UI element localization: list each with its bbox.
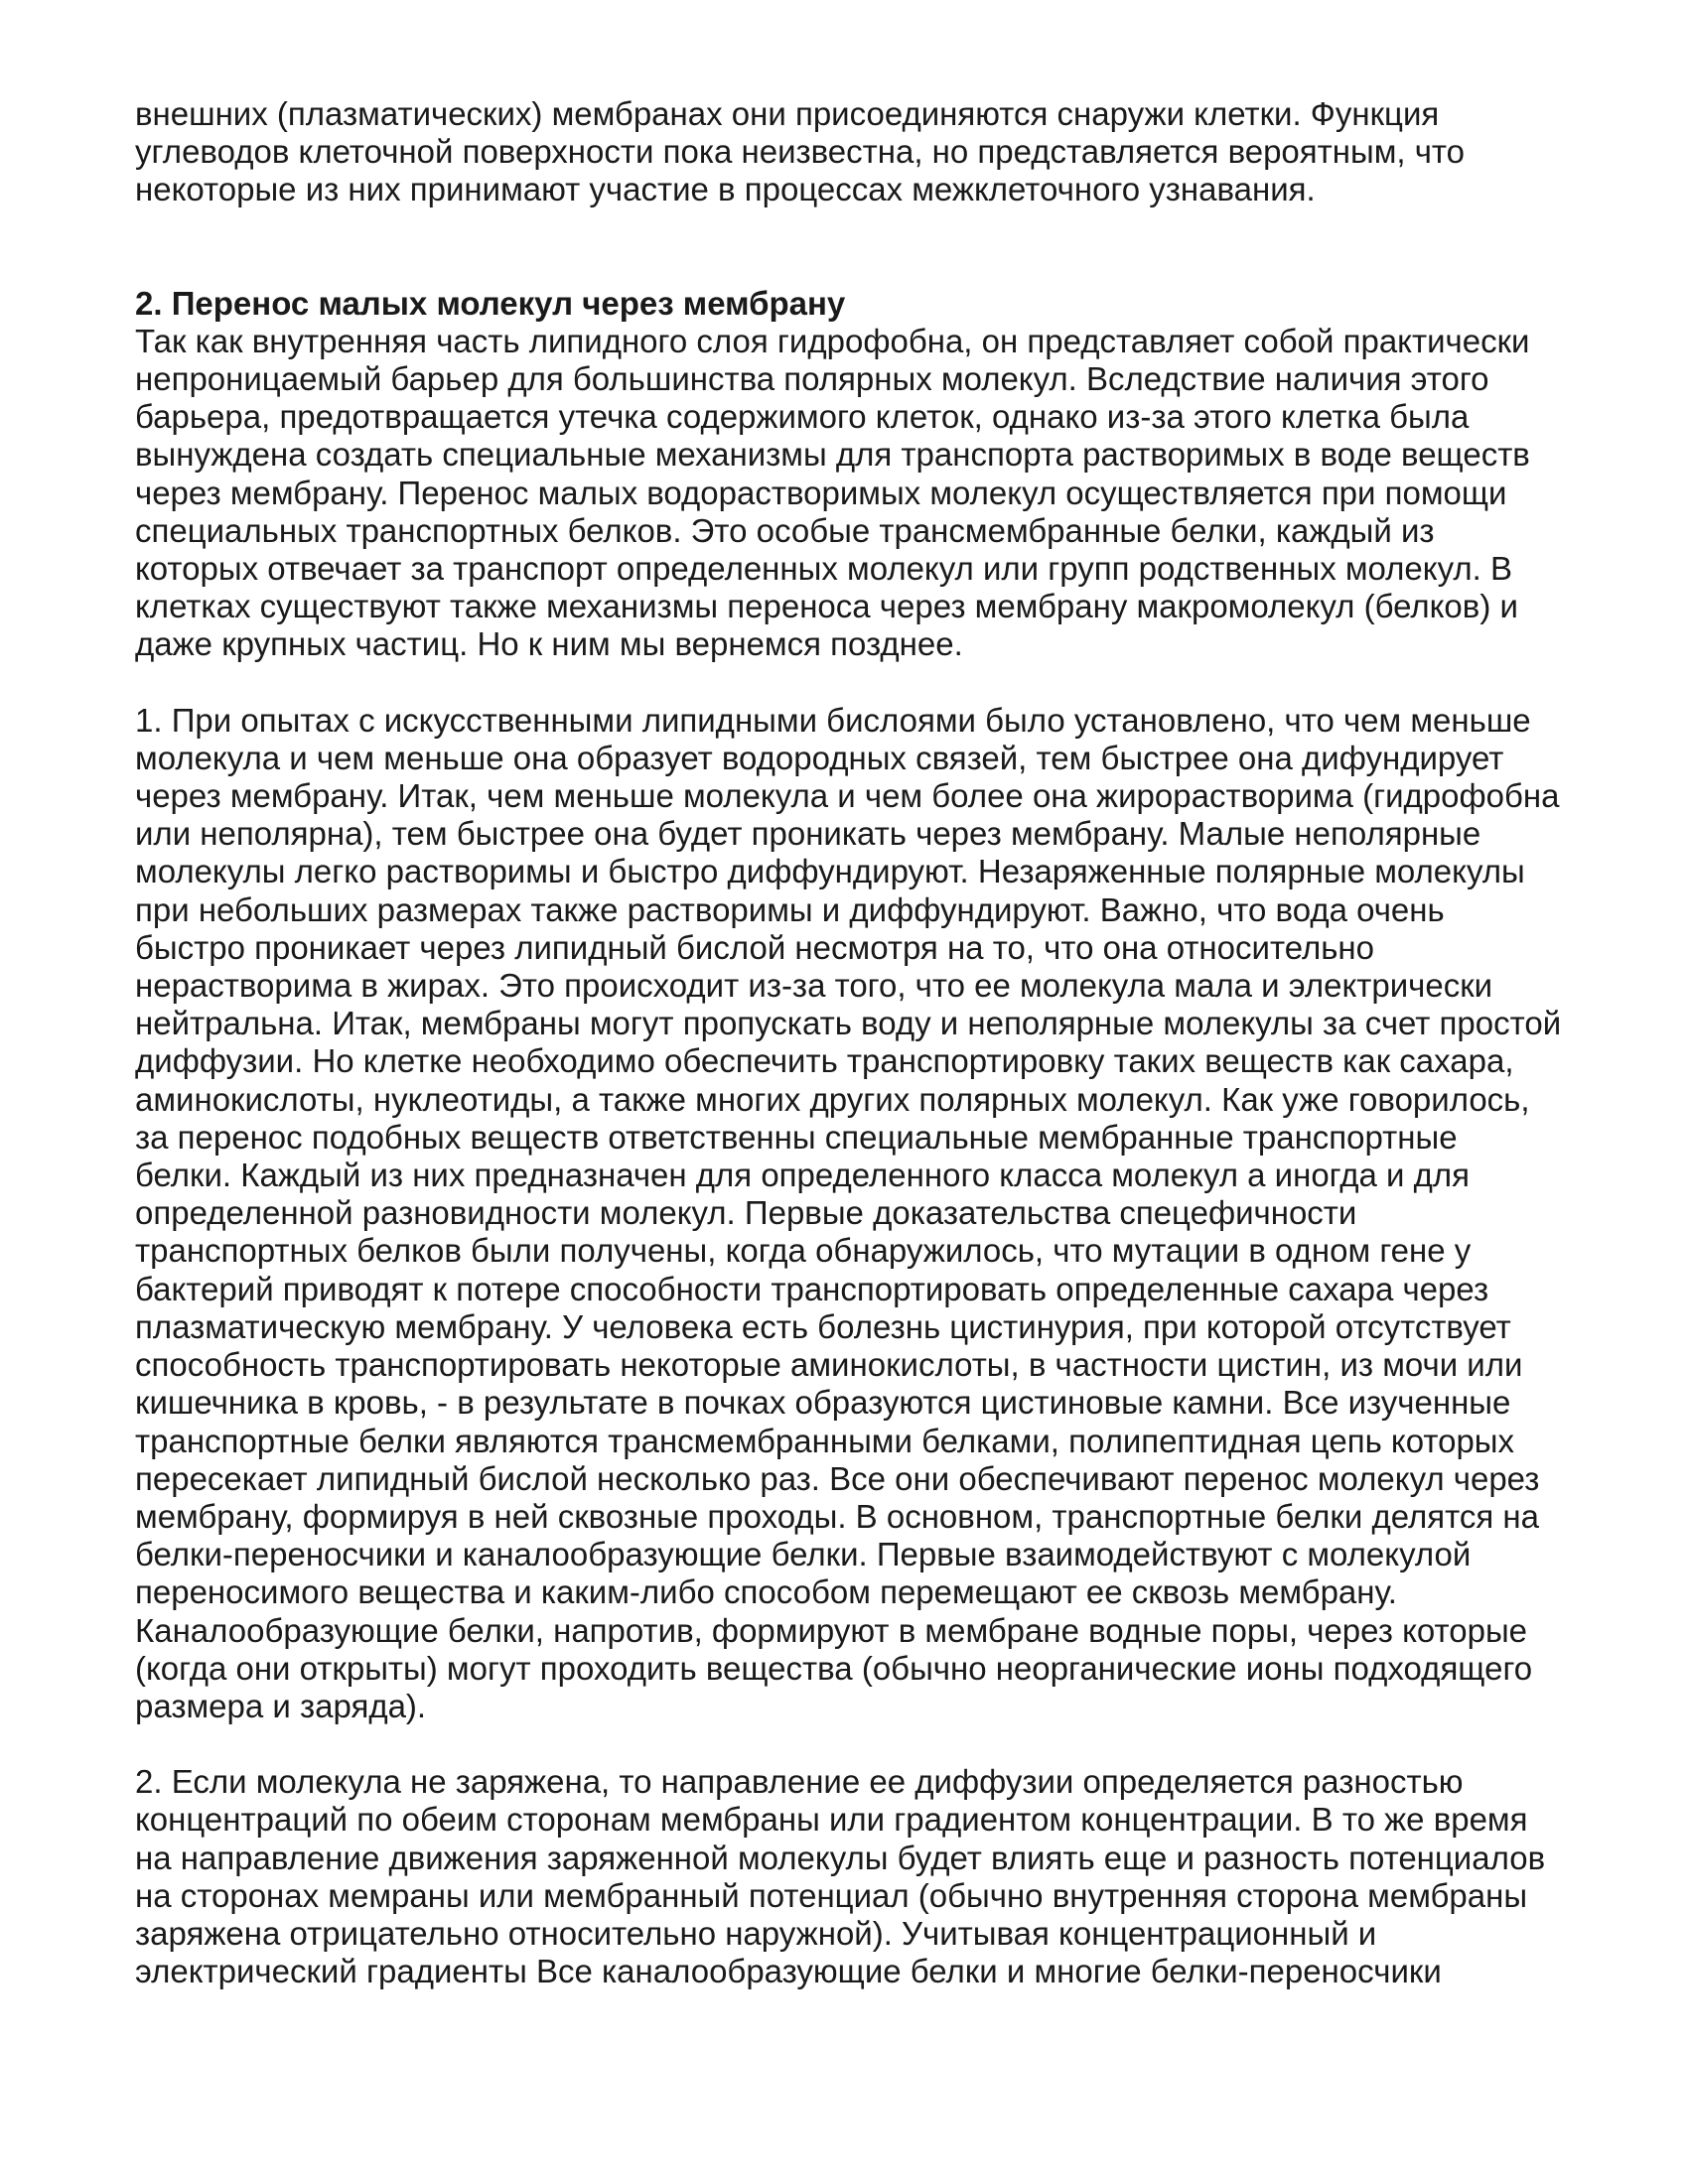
text-line: транспортные белки являются трансмембранными белками, полипептидная цепь которых — [135, 1422, 1515, 1459]
text-line: электрический градиенты Все каналообразующие белки и многие белки-переносчики — [135, 1953, 1442, 1990]
text-line: определенной разновидности молекул. Первые доказательства спецефичности — [135, 1194, 1357, 1232]
point-1-paragraph — [135, 702, 1587, 1725]
text-line: через мембрану. Перенос малых водорастворимых молекул осуществляется при помощи — [135, 474, 1507, 511]
text-line: концентраций по обеим сторонам мембраны или градиентом концентрации. В то же время — [135, 1801, 1528, 1839]
text-line: на сторонах мемраны или мембранный потенциал (обычно внутренняя сторона мембраны — [135, 1876, 1528, 1914]
text-line: специальных транспортных белков. Это особые трансмембранные белки, каждый из — [135, 511, 1435, 549]
text-line: (когда они открыты) могут проходить вещества (обычно неорганические ионы подходящего — [135, 1649, 1533, 1687]
text-line: при небольших размерах также растворимы и диффундируют. Важно, что вода очень — [135, 890, 1445, 928]
section-intro-paragraph — [135, 323, 1587, 664]
text-line: бактерий приводят к потере способности транспортировать определенные сахара через — [135, 1270, 1489, 1307]
spacer — [135, 209, 1587, 285]
text-line: транспортных белков были получены, когда обнаружилось, что мутации в одном гене у — [135, 1232, 1472, 1270]
text-line: молекулы легко растворимы и быстро диффундируют. Незаряженные полярные молекулы — [135, 853, 1525, 890]
text-line: за перенос подобных веществ ответственны специальные мембранные транспортные — [135, 1118, 1458, 1156]
text-line: аминокислоты, нуклеотиды, а также многих других полярных молекул. Как уже говорилось, — [135, 1080, 1530, 1118]
text-line: размера и заряда). — [135, 1687, 427, 1724]
text-line: пересекает липидный бислой несколько раз. Все они обеспечивают перенос молекул через — [135, 1459, 1540, 1497]
text-line: вынуждена создать специальные механизмы для транспорта растворимых в воде веществ — [135, 436, 1530, 474]
text-line: диффузии. Но клетке необходимо обеспечить транспортировку таких веществ как сахара, — [135, 1042, 1514, 1080]
text-line: нерастворима в жирах. Это происходит из-за того, что ее молекула мала и электрически — [135, 967, 1493, 1005]
spacer — [135, 1725, 1587, 1763]
text-line: 2. Если молекула не заряжена, то направление ее диффузии определяется разностью — [135, 1763, 1464, 1801]
text-line: на направление движения заряженной молекулы будет влиять еще и разность потенциалов — [135, 1839, 1546, 1876]
text-line: быстро проникает через липидный бислой несмотря на то, что она относительно — [135, 928, 1374, 966]
text-line: кишечника в кровь, - в результате в почках образуются цистиновые камни. Все изученные — [135, 1384, 1511, 1422]
text-line: переносимого вещества и каким-либо способом перемещают ее сквозь мембрану. — [135, 1573, 1397, 1611]
text-line: через мембрану. Итак, чем меньше молекула и чем более она жирорастворима (гидрофобна — [135, 777, 1560, 815]
text-line: мембрану, формируя в ней сквозные проходы. В основном, транспортные белки делятся на — [135, 1497, 1539, 1535]
text-line: плазматическую мембрану. У человека есть болезнь цистинурия, при которой отсутствует — [135, 1307, 1511, 1345]
text-line: непроницаемый барьер для большинства полярных молекул. Вследствие наличия этого — [135, 360, 1489, 398]
text-line: 1. При опытах с искусственными липидными бислоями было установлено, что чем меньше — [135, 701, 1531, 739]
text-line: Так как внутренняя часть липидного слоя гидрофобна, он представляет собой практически — [135, 322, 1530, 359]
text-line: внешних (плазматических) мембранах они присоединяются снаружи клетки. Функция — [135, 95, 1440, 132]
text-line: нейтральна. Итак, мембраны могут пропускать воду и неполярные молекулы за счет простой — [135, 1005, 1562, 1042]
text-line: белки-переносчики и каналообразующие белки. Первые взаимодействуют с молекулой — [135, 1536, 1472, 1573]
text-line: некоторые из них принимают участие в процессах межклеточного узнавания. — [135, 171, 1316, 208]
document-page — [135, 95, 1587, 1990]
text-line: которых отвечает за транспорт определенных молекул или групп родственных молекул. В — [135, 550, 1512, 588]
section-block — [135, 285, 1587, 664]
text-line: способность транспортировать некоторые аминокислоты, в частности цистин, из мочи или — [135, 1346, 1523, 1384]
text-line: углеводов клеточной поверхности пока неизвестна, но представляется вероятным, что — [135, 133, 1466, 171]
text-line: даже крупных частиц. Но к ним мы вернемся позднее. — [135, 625, 963, 663]
section-heading: 2. Перенос малых молекул через мембрану — [135, 284, 846, 322]
text-line: молекула и чем меньше она образует водородных связей, тем быстрее она дифундирует — [135, 739, 1504, 776]
text-line: барьера, предотвращается утечка содержимого клеток, однако из-за этого клетка была — [135, 398, 1470, 436]
text-line: или неполярна), тем быстрее она будет проникать через мембрану. Малые неполярные — [135, 815, 1481, 853]
spacer — [135, 664, 1587, 702]
text-line: заряжена отрицательно относительно наружной). Учитывая концентрационный и — [135, 1914, 1377, 1952]
text-line: клетках существуют также механизмы переноса через мембрану макромолекул (белков) и — [135, 588, 1518, 625]
point-2-paragraph — [135, 1763, 1587, 1990]
text-line: Каналообразующие белки, напротив, формируют в мембране водные поры, через которые — [135, 1611, 1528, 1649]
intro-paragraph — [135, 95, 1587, 209]
text-line: белки. Каждый из них предназначен для определенного класса молекул а иногда и для — [135, 1157, 1470, 1194]
